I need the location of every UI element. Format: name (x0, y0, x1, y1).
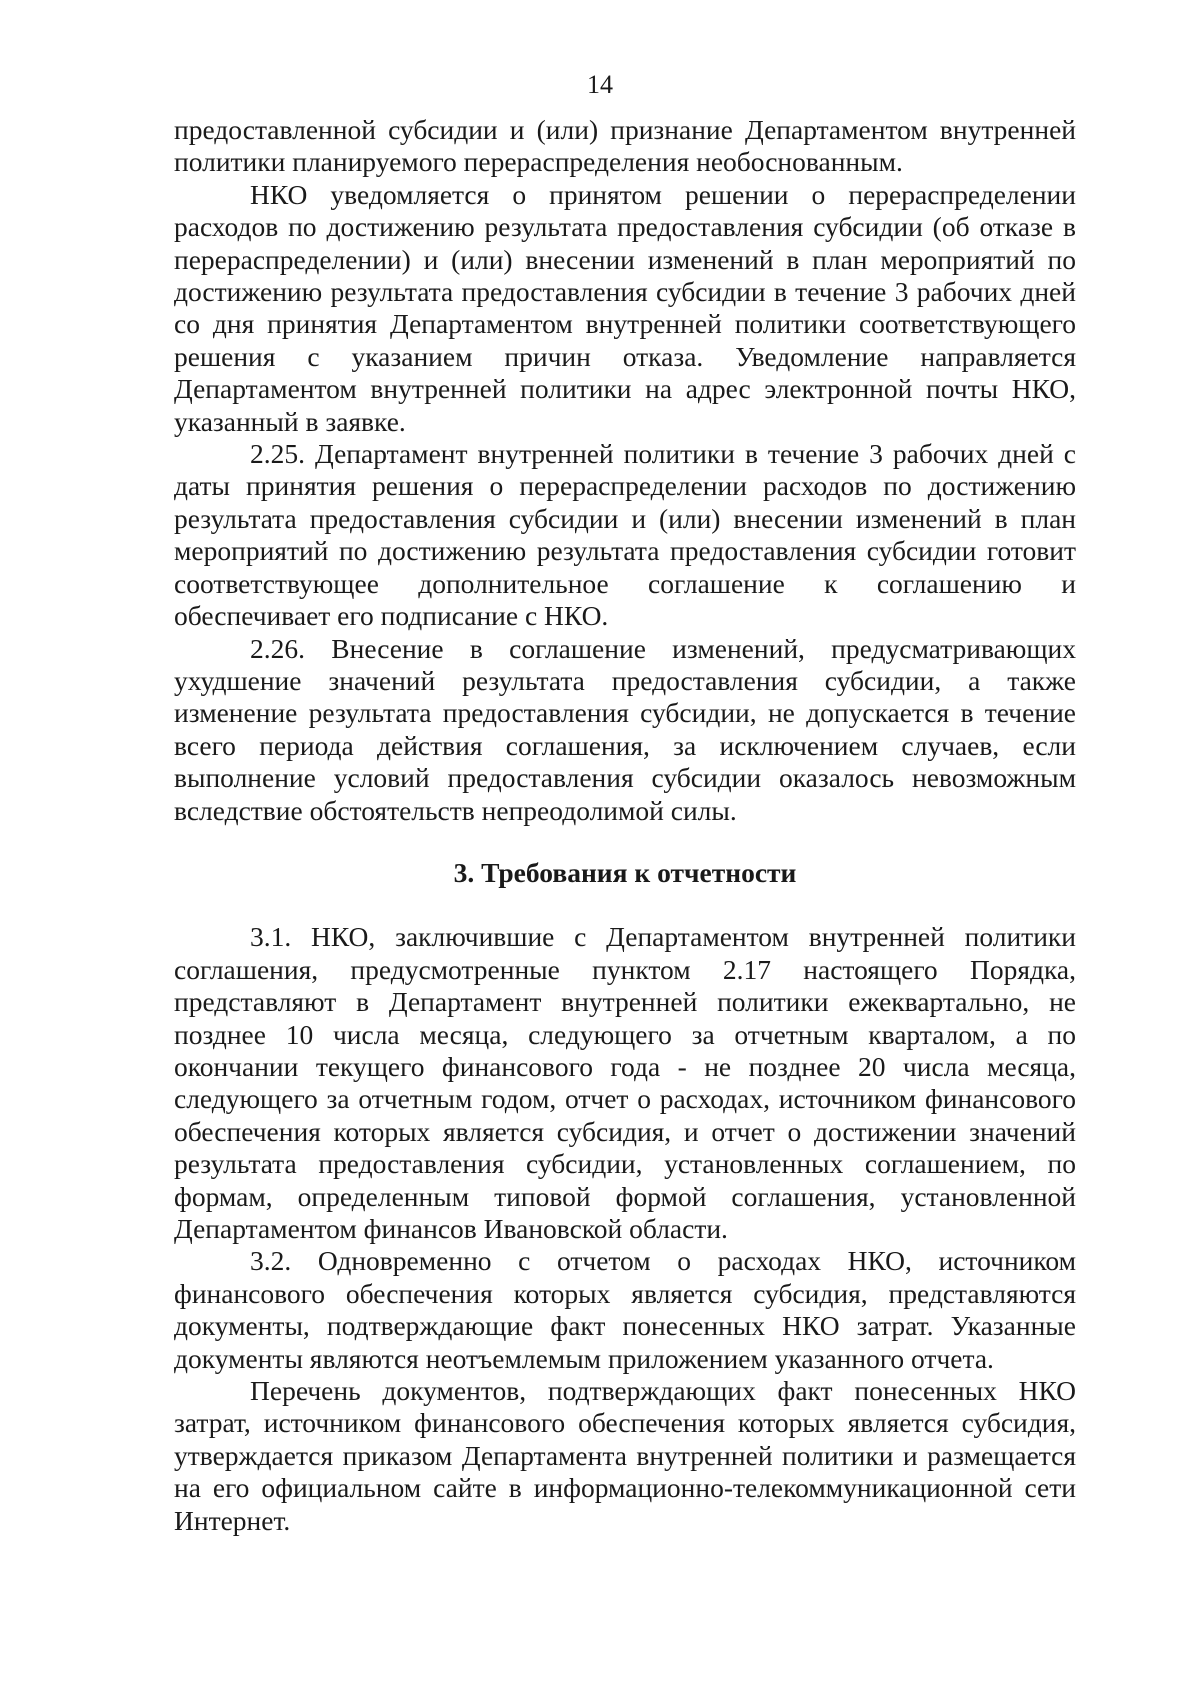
paragraph-document-list: Перечень документов, подтверждающих факт понесенных НКО затрат, источником финансового обеспечения которых является субсидия, утверждается приказом Департамента внутренней политики и размещается на его официальном сайте в информационно-телекоммуникационной сети Интернет. (174, 1375, 1076, 1536)
page-number: 14 (587, 70, 613, 99)
paragraph-2-25: 2.25. Департамент внутренней политики в течение 3 рабочих дней с даты принятия решения о перераспределении расходов по достижению результата предоставления субсидии и (или) внесении изменений в план мероприятий по достижению результата предоставления субсидии готовит соответствующее дополнительное соглашение к соглашению и обеспечивает его подписание с НКО. (174, 438, 1076, 632)
paragraph-notification: НКО уведомляется о принятом решении о перераспределении расходов по достижению результата предоставления субсидии (об отказе в перераспределении) и (или) внесении изменений в план мероприятий по достижению результата предоставления субсидии в течение 3 рабочих дней со дня принятия Департаментом внутренней политики соответствующего решения с указанием причин отказа. Уведомление направляется Департаментом внутренней политики на адрес электронной почты НКО, указанный в заявке. (174, 178, 1076, 437)
paragraph-continuation: предоставленной субсидии и (или) признание Департаментом внутренней политики планируемого перераспределения необоснованным. (174, 114, 1076, 178)
document-body (174, 114, 1076, 1537)
section-heading: 3. Требования к отчетности (453, 856, 797, 888)
paragraph-3-1: 3.1. НКО, заключившие с Департаментом внутренней политики соглашения, предусмотренные пунктом 2.17 настоящего Порядка, представляют в Департамент внутренней политики ежеквартально, не позднее 10 числа месяца, следующего за отчетным кварталом, а по окончании текущего финансового года - не позднее 20 числа месяца, следующего за отчетным годом, отчет о расходах, источником финансового обеспечения которых является субсидия, и отчет о достижении значений результата предоставления субсидии, установленных соглашением, по формам, определенным типовой формой соглашения, установленной Департаментом финансов Ивановской области. (174, 921, 1076, 1244)
paragraph-3-2: 3.2. Одновременно с отчетом о расходах НКО, источником финансового обеспечения которых является субсидия, представляются документы, подтверждающие факт понесенных НКО затрат. Указанные документы являются неотъемлемым приложением указанного отчета. (174, 1245, 1076, 1374)
paragraph-2-26: 2.26. Внесение в соглашение изменений, предусматривающих ухудшение значений результата предоставления субсидии, а также изменение результата предоставления субсидии, не допускается в течение всего периода действия соглашения, за исключением случаев, если выполнение условий предоставления субсидии оказалось невозможным вследствие обстоятельств непреодолимой силы. (174, 632, 1076, 826)
